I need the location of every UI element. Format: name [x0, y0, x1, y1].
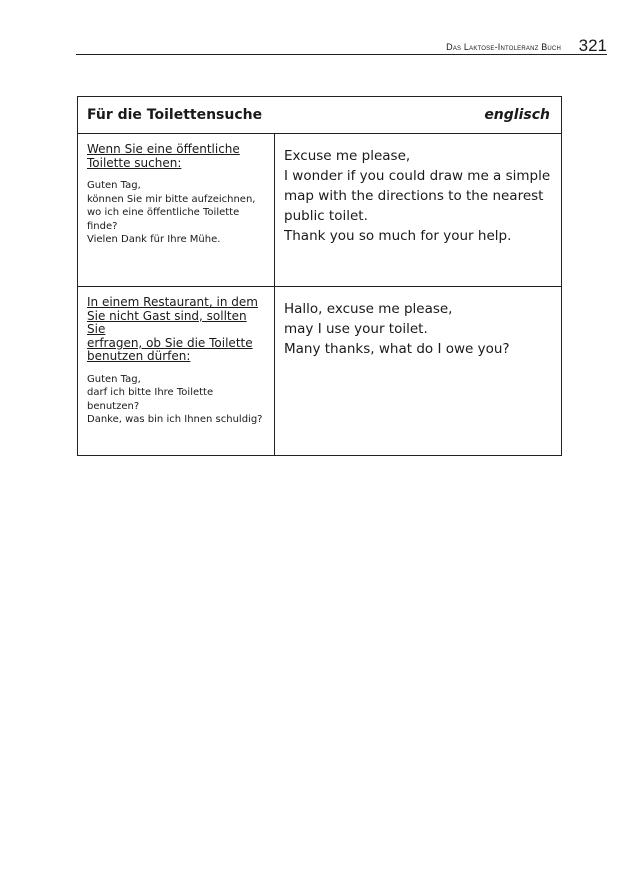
running-head	[76, 34, 607, 55]
english-phrase: Hallo, excuse me please, may I use your toilet. Many thanks, what do I owe you?	[284, 301, 510, 357]
topic-title: Für die Toilettensuche	[87, 107, 263, 123]
english-cell	[275, 134, 562, 287]
situation-heading: Wenn Sie eine öffentliche Toilette suchen:	[87, 142, 240, 170]
german-cell	[78, 287, 275, 456]
table-row	[78, 287, 562, 456]
page-number: 321	[578, 36, 607, 55]
table-header-row	[78, 97, 562, 134]
language-label: englisch	[484, 107, 550, 123]
phrase-table	[77, 96, 562, 456]
german-cell	[78, 134, 275, 287]
english-phrase: Excuse me please, I wonder if you could draw me a simple map with the directions to the nearest public toilet. Thank you so much for your help.	[284, 148, 551, 244]
table-header-cell	[78, 97, 562, 134]
german-phrase: Guten Tag, darf ich bitte Ihre Toilette benutzen? Danke, was bin ich Ihnen schuldig?	[87, 373, 263, 425]
table-row	[78, 134, 562, 287]
book-title: Das Laktose-Intoleranz Buch	[446, 42, 561, 52]
german-phrase: Guten Tag, können Sie mir bitte aufzeichnen, wo ich eine öffentliche Toilette finde? Vielen Dank für Ihre Mühe.	[87, 180, 256, 245]
situation-heading: In einem Restaurant, in dem Sie nicht Gast sind, sollten Sie erfragen, ob Sie die Toilette benutzen dürfen:	[87, 295, 258, 363]
english-cell	[275, 287, 562, 456]
